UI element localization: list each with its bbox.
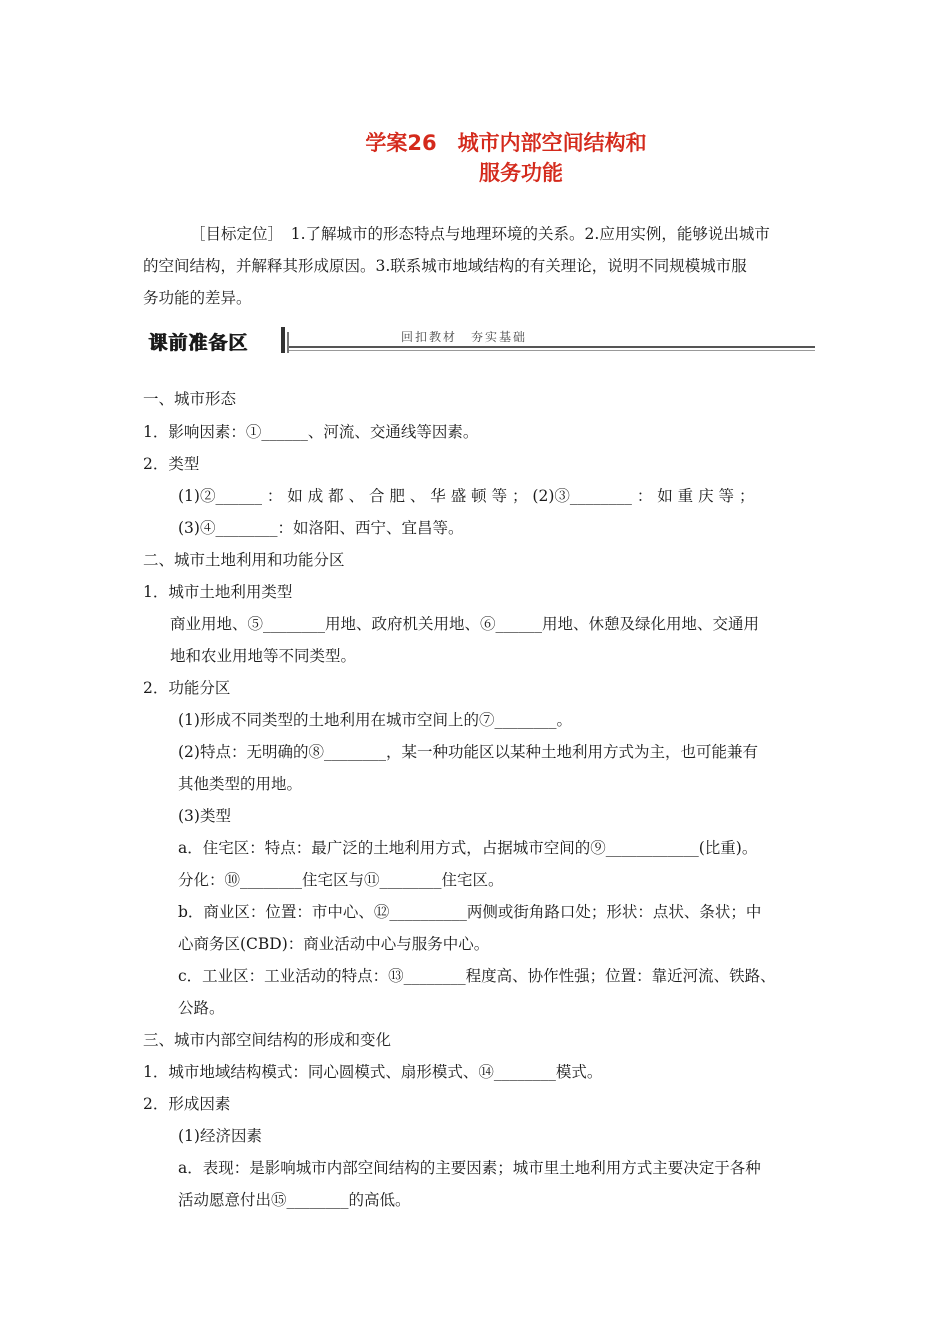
- objective-line-2: 的空间结构，并解释其形成原因。3.联系城市地域结构的有关理论，说明不同规模城市服: [143, 257, 747, 275]
- residential-1: a．住宅区：特点：最广泛的土地利用方式，占据城市空间的⑨____________(比重)。: [178, 839, 758, 857]
- zones-formation: (1)形成不同类型的土地利用在城市空间上的⑦________。: [178, 711, 572, 729]
- zones-features-2: 其他类型的用地。: [178, 775, 303, 793]
- industrial-2: 公路。: [178, 999, 225, 1017]
- residential-2: 分化：⑩________住宅区与⑪________住宅区。: [178, 871, 504, 889]
- banner-rule: [289, 346, 815, 348]
- title-line-1: 学案26 城市内部空间结构和: [365, 131, 647, 155]
- item-types: 2．类型: [143, 455, 200, 473]
- zones-features-1: (2)特点：无明确的⑧________，某一种功能区以某种土地利用方式为主，也可能兼有: [178, 743, 758, 761]
- item-structure-models: 1．城市地域结构模式：同心圆模式、扇形模式、⑭________模式。: [143, 1063, 603, 1081]
- page-title: [0, 128, 950, 188]
- heading-spatial-structure: 三、城市内部空间结构的形成和变化: [143, 1031, 392, 1049]
- land-use-text-2: 地和农业用地等不同类型。: [170, 647, 357, 665]
- zones-types: (3)类型: [178, 807, 231, 825]
- item-influence-factors: 1．影响因素：①______、河流、交通线等因素。: [143, 423, 479, 441]
- economic-factors: (1)经济因素: [178, 1127, 262, 1145]
- economic-text-1: a．表现：是影响城市内部空间结构的主要因素；城市里土地利用方式主要决定于各种: [178, 1159, 761, 1177]
- land-use-text-1: 商业用地、⑤________用地、政府机关用地、⑥______用地、休憩及绿化用地、交通用: [170, 615, 760, 633]
- economic-text-2: 活动愿意付出⑮________的高低。: [178, 1191, 411, 1209]
- item-types-3: (3)④________：如洛阳、西宁、宜昌等。: [178, 519, 464, 537]
- section-banner: [143, 326, 815, 356]
- item-land-use-types: 1．城市土地利用类型: [143, 583, 293, 601]
- item-formation-factors: 2．形成因素: [143, 1095, 231, 1113]
- industrial-1: c．工业区：工业活动的特点：⑬________程度高、协作性强；位置：靠近河流、铁路、: [178, 967, 776, 985]
- objective-line-3: 务功能的差异。: [143, 289, 252, 307]
- title-line-2: 服务功能: [479, 161, 563, 185]
- banner-label: 课前准备区: [148, 332, 249, 354]
- objective-line-1: ［目标定位］ 1.了解城市的形态特点与地理环境的关系。2.应用实例，能够说出城市: [190, 225, 770, 243]
- commercial-2: 心商务区(CBD)：商业活动中心与服务中心。: [178, 935, 490, 953]
- heading-land-use: 二、城市土地利用和功能分区: [143, 551, 345, 569]
- banner-subtitle: 回扣教材 夯实基础: [401, 330, 528, 344]
- item-types-1-2: (1)②______ ： 如 成 都 、 合 肥 、 华 盛 顿 等 ； (2)③________ ： 如 重 庆 等 ；: [178, 487, 755, 505]
- heading-city-form: 一、城市形态: [143, 390, 237, 408]
- banner-rule-thin: [289, 350, 815, 351]
- commercial-1: b．商业区：位置：市中心、⑫__________两侧或街角路口处；形状：点状、条状；中: [178, 903, 762, 921]
- item-functional-zones: 2．功能分区: [143, 679, 231, 697]
- banner-divider: [281, 327, 285, 353]
